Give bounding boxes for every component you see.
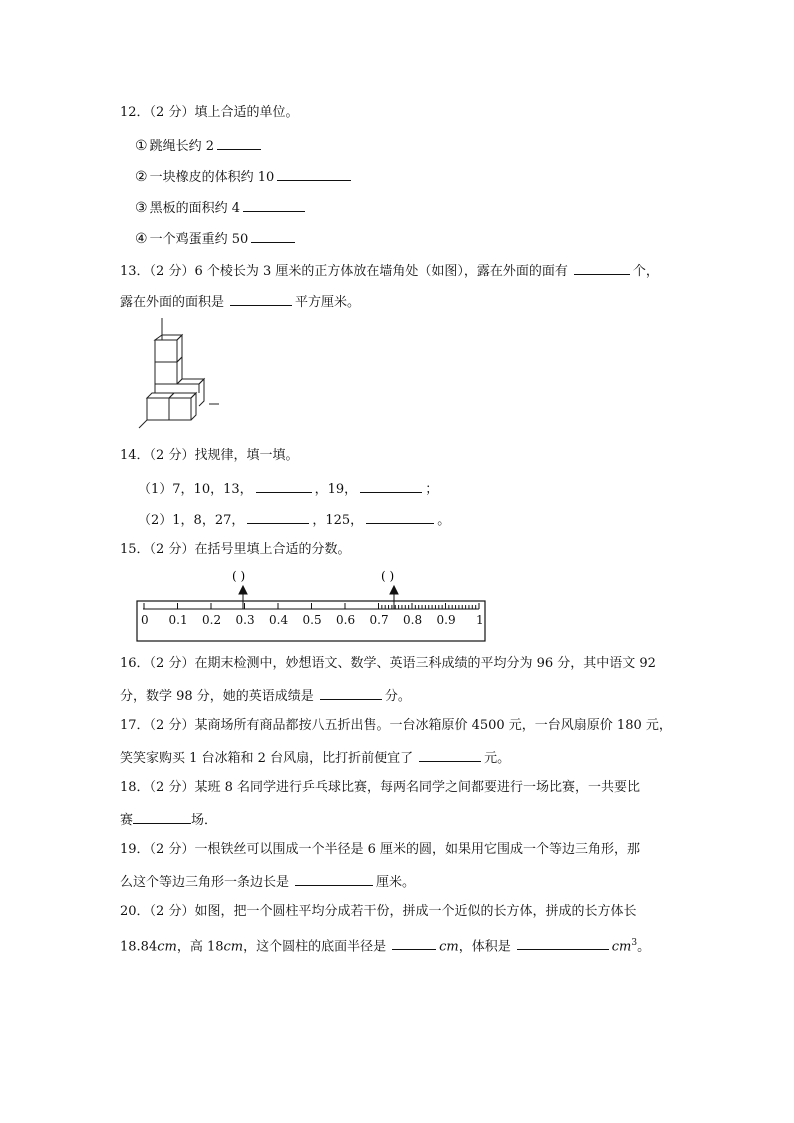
tick-label: 0.1 (168, 613, 188, 627)
tick-label: 0 (141, 613, 149, 627)
q12-mark-3: ③ (135, 200, 148, 216)
q13-line2 (120, 293, 360, 311)
q15-title: 15．（2 分）在括号里填上合适的分数。 (120, 542, 351, 557)
q18-line1: 18．（2 分）某班 8 名同学进行乒乓球比赛，每两名同学之间都要进行一场比赛，一共要比 (120, 780, 640, 795)
arrow-up-icon (239, 586, 247, 609)
q19-line1: 19．（2 分）一根铁丝可以围成一个半径是 6 厘米的圆，如果用它围成一个等边三角形，那 (120, 842, 640, 857)
paren-1[interactable]: ( ) (232, 569, 246, 583)
arrow-up-icon (390, 586, 398, 609)
q17-text-a: 笑笑家购买 1 台冰箱和 2 台风扇，比打折前便宜了 (120, 751, 414, 766)
q12-mark-2: ② (135, 169, 148, 185)
q20-text-d: ，体积是 (458, 939, 511, 955)
q17-line2 (120, 749, 510, 767)
q19-text-b: 厘米。 (376, 875, 416, 890)
q17-line1: 17．（2 分）某商场所有商品都按八五折出售。一台冰箱原价 4500 元，一台风扇原价 180 元， (120, 718, 672, 733)
q20-text-c: ，这个圆柱的底面半径是 (243, 939, 387, 955)
q16-text-a: 分，数学 98 分，她的英语成绩是 (120, 689, 314, 704)
q16-line2 (120, 687, 411, 705)
q14-title: 14．（2 分）找规律，填一填。 (120, 448, 299, 463)
q18-line2 (120, 811, 217, 829)
q14-s1-b: ，19， (314, 482, 358, 497)
q17-text-b: 元。 (484, 751, 511, 766)
q14-blank-3[interactable] (247, 511, 309, 524)
q14-seq2 (138, 511, 450, 529)
tick-label: 0.9 (436, 613, 456, 627)
q12-blank-4[interactable] (251, 230, 295, 243)
tick-label: 0.4 (269, 613, 289, 627)
q14-s2-a: （2）1，8，27， (138, 513, 245, 528)
q14-s2-b: ，125， (312, 513, 364, 528)
tick-label: 0.5 (302, 613, 322, 627)
tick-label: 0.3 (235, 613, 255, 627)
cube-figure (135, 316, 225, 430)
q12-text-3: 黑板的面积约 4 (149, 201, 240, 216)
q18-blank[interactable] (133, 811, 191, 824)
q13-blank-2[interactable] (230, 293, 292, 306)
q13-blank-1[interactable] (574, 262, 630, 275)
q12-mark-4: ④ (135, 231, 148, 247)
q14-s1-a: （1）7，10，13， (138, 482, 253, 497)
q14-s2-c: 。 (437, 513, 451, 528)
tick-label: 0.7 (369, 613, 389, 627)
q12-text-4: 一个鸡蛋重约 50 (149, 232, 249, 247)
q16-text-b: 分。 (384, 689, 411, 704)
q13-text-b: 个， (632, 264, 659, 279)
q20-text-a: 18.84 (120, 939, 158, 955)
q19-text-a: 么这个等边三角形一条边长是 (120, 875, 290, 890)
q14-s1-c: ； (425, 482, 439, 497)
tick-label: 0.2 (202, 613, 222, 627)
q13-line1 (120, 262, 659, 280)
q20-unit-3: cm (439, 939, 459, 955)
q18-text-a: 赛 (120, 813, 134, 828)
q14-blank-4[interactable] (366, 511, 434, 524)
q17-blank[interactable] (419, 749, 481, 762)
q12-item-1 (135, 137, 264, 155)
q20-end: 。 (637, 939, 651, 955)
paren-2[interactable]: ( ) (381, 569, 395, 583)
q18-text-b: 场． (191, 813, 218, 828)
q14-blank-1[interactable] (256, 480, 312, 493)
q20-unit-2: cm (223, 939, 244, 955)
q20-line1: 20．（2 分）如图，把一个圆柱平均分成若干份，拼成一个近似的长方体，拼成的长方体长 (120, 904, 637, 919)
q19-line2 (120, 873, 415, 891)
q12-text-1: 跳绳长约 2 (149, 139, 214, 154)
q20-blank-2[interactable] (517, 937, 609, 950)
q16-blank[interactable] (320, 687, 382, 700)
q20-line2 (120, 935, 650, 955)
q12-title: 12．（2 分）填上合适的单位。 (120, 105, 299, 120)
q20-text-b: ，高 18 (176, 939, 224, 955)
q12-blank-3[interactable] (243, 199, 305, 212)
q14-blank-2[interactable] (360, 480, 422, 493)
q13-text-a: 13．（2 分）6 个棱长为 3 厘米的正方体放在墙角处（如图），露在外面的面有 (120, 264, 568, 279)
q12-blank-1[interactable] (217, 137, 261, 150)
q12-mark-1: ① (135, 138, 148, 154)
q14-seq1 (138, 480, 438, 498)
q13-text-d: 平方厘米。 (295, 295, 361, 310)
q12-text-2: 一块橡皮的体积约 10 (149, 170, 275, 185)
q20-unit-4: cm (611, 939, 632, 955)
q20-blank-1[interactable] (392, 937, 436, 950)
q20-exp: 3 (631, 938, 638, 948)
tick-label: 0.8 (403, 613, 423, 627)
q12-blank-2[interactable] (277, 168, 351, 181)
number-line (136, 564, 488, 644)
q12-item-4 (135, 230, 298, 248)
q12-item-2 (135, 168, 354, 186)
tick-label: 1 (476, 613, 484, 627)
q16-line1: 16．（2 分）在期末检测中，妙想语文、数学、英语三科成绩的平均分为 96 分，其中语文 92 (120, 656, 656, 671)
q13-text-c: 露在外面的面积是 (120, 295, 225, 310)
tick-label: 0.6 (336, 613, 356, 627)
q20-unit-1: cm (157, 939, 177, 955)
q19-blank[interactable] (295, 873, 373, 886)
q12-item-3 (135, 199, 308, 217)
